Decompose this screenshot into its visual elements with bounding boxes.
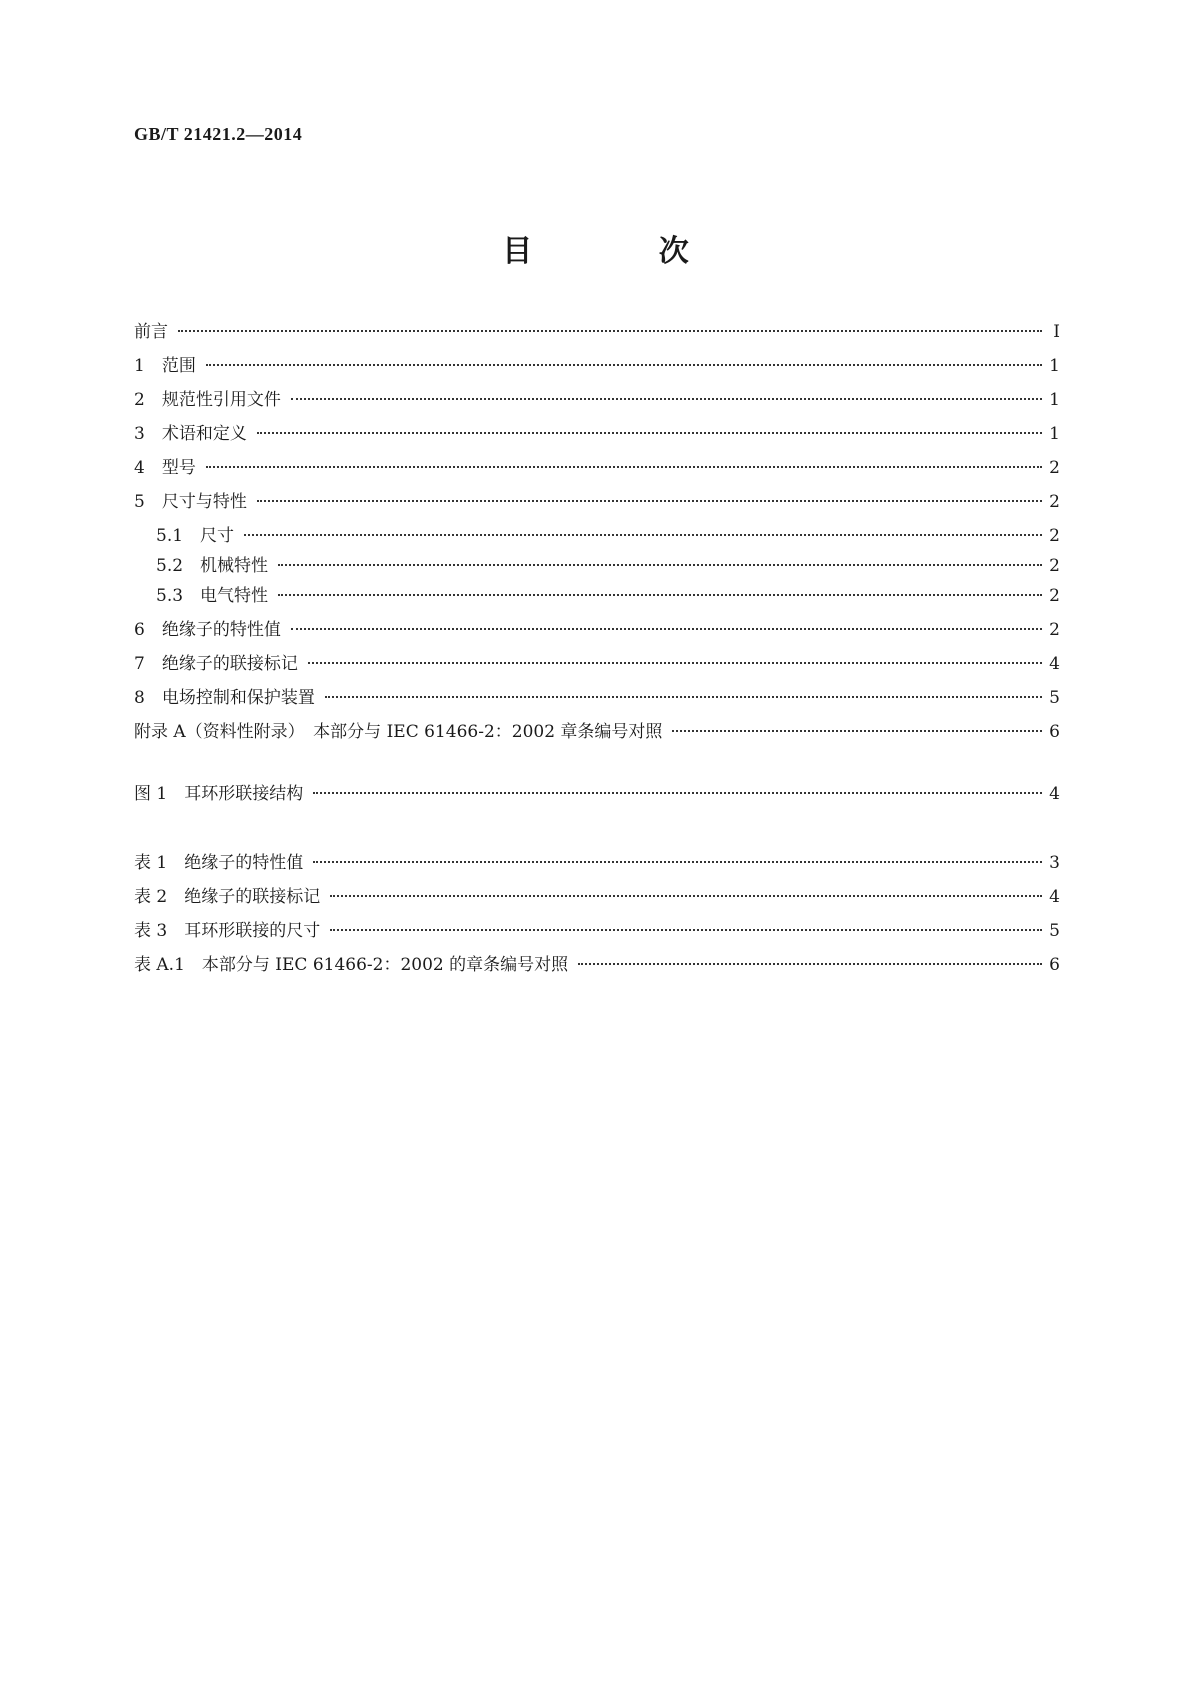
dot-leader	[313, 792, 1042, 794]
dot-leader	[178, 330, 1042, 332]
toc-entry[interactable]	[134, 887, 1060, 907]
toc-entry-page-number: Ⅰ	[1053, 322, 1060, 342]
toc-entry-label: 6 绝缘子的特性值	[134, 620, 281, 640]
dot-leader	[278, 564, 1042, 566]
toc-entry-label: 表 1 绝缘子的特性值	[134, 853, 304, 873]
dot-leader	[330, 895, 1042, 897]
toc-entry-label: 5.1 尺寸	[156, 526, 235, 546]
dot-leader	[578, 963, 1042, 965]
toc-entry-page-number: 5	[1049, 921, 1060, 941]
toc-entry-page-number: 1	[1049, 390, 1060, 410]
toc-entry-page-number: 6	[1049, 955, 1060, 975]
toc-entry-page-number: 6	[1049, 722, 1060, 742]
toc-entry-page-number: 3	[1049, 853, 1060, 873]
toc-entry[interactable]	[134, 390, 1060, 410]
toc-entry[interactable]	[134, 458, 1060, 478]
toc-entry-page-number: 5	[1049, 688, 1060, 708]
toc-entry-page-number: 2	[1049, 526, 1060, 546]
toc-entry-page-number: 1	[1049, 356, 1060, 376]
toc-entry[interactable]	[134, 921, 1060, 941]
toc-entry-label: 附录 A（资料性附录） 本部分与 IEC 61466-2：2002 章条编号对照	[134, 722, 663, 742]
dot-leader	[206, 364, 1042, 366]
toc-entry[interactable]	[134, 784, 1060, 804]
toc-entry-label: 8 电场控制和保护装置	[134, 688, 315, 708]
dot-leader	[257, 500, 1042, 502]
dot-leader	[672, 730, 1042, 732]
toc-entry-page-number: 2	[1049, 620, 1060, 640]
toc-entry-label: 1 范围	[134, 356, 196, 376]
toc-entry[interactable]	[134, 654, 1060, 674]
dot-leader	[206, 466, 1042, 468]
toc-entry[interactable]	[134, 356, 1060, 376]
dot-leader	[330, 929, 1042, 931]
toc-entry-page-number: 4	[1049, 654, 1060, 674]
dot-leader	[257, 432, 1042, 434]
toc-entry[interactable]	[134, 586, 1060, 606]
toc-entry[interactable]	[134, 688, 1060, 708]
toc-entry-label: 5.2 机械特性	[156, 556, 269, 576]
dot-leader	[308, 662, 1042, 664]
toc-entry-label: 图 1 耳环形联接结构	[134, 784, 304, 804]
toc-entry-page-number: 2	[1049, 458, 1060, 478]
standard-number: GB/T 21421.2—2014	[134, 124, 303, 144]
toc-entry-label: 5 尺寸与特性	[134, 492, 247, 512]
toc-entry-page-number: 1	[1049, 424, 1060, 444]
toc-entry-label: 表 3 耳环形联接的尺寸	[134, 921, 321, 941]
toc-entry-label: 7 绝缘子的联接标记	[134, 654, 298, 674]
dot-leader	[291, 628, 1042, 630]
toc-entry-label: 前言	[134, 322, 168, 342]
toc-entry[interactable]	[134, 322, 1060, 342]
toc-entry-label: 4 型号	[134, 458, 196, 478]
toc-entry-page-number: 4	[1049, 887, 1060, 907]
dot-leader	[325, 696, 1042, 698]
page-title: 目 次	[502, 234, 747, 269]
toc-entry[interactable]	[134, 853, 1060, 873]
dot-leader	[291, 398, 1042, 400]
toc-entry-page-number: 4	[1049, 784, 1060, 804]
toc-entry[interactable]	[134, 620, 1060, 640]
toc-entry-label: 5.3 电气特性	[156, 586, 269, 606]
toc-entry-label: 表 2 绝缘子的联接标记	[134, 887, 321, 907]
toc-entry-page-number: 2	[1049, 556, 1060, 576]
toc-entry[interactable]	[134, 492, 1060, 512]
toc-entry[interactable]	[134, 526, 1060, 546]
toc-entry-label: 3 术语和定义	[134, 424, 247, 444]
dot-leader	[313, 861, 1042, 863]
toc-entry-label: 表 A.1 本部分与 IEC 61466-2：2002 的章条编号对照	[134, 955, 569, 975]
toc-entry[interactable]	[134, 722, 1060, 742]
toc-entry-page-number: 2	[1049, 586, 1060, 606]
toc-entry[interactable]	[134, 556, 1060, 576]
toc-entry-page-number: 2	[1049, 492, 1060, 512]
dot-leader	[278, 594, 1042, 596]
dot-leader	[244, 534, 1042, 536]
toc-entry[interactable]	[134, 424, 1060, 444]
toc-entry[interactable]	[134, 955, 1060, 975]
toc-entry-label: 2 规范性引用文件	[134, 390, 281, 410]
